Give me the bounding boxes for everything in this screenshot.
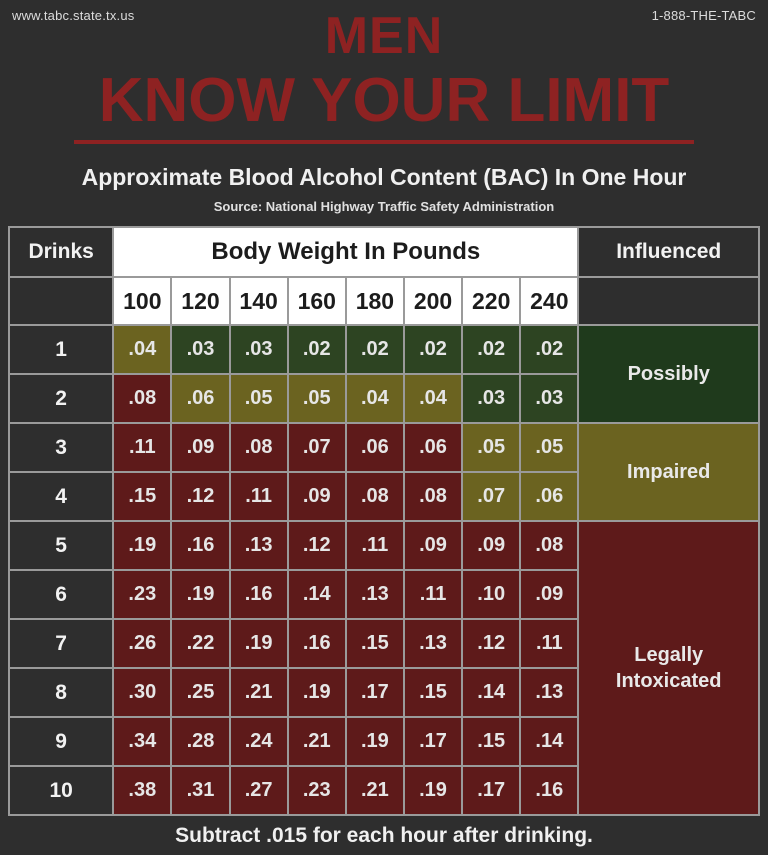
title-know-your-limit: KNOW YOUR LIMIT [98,66,670,135]
bac-cell-6-240: .09 [520,570,578,619]
bac-cell-3-180: .06 [346,423,404,472]
drinks-count-4: 4 [9,472,113,521]
drinks-count-7: 7 [9,619,113,668]
bac-cell-5-100: .19 [113,521,171,570]
bac-cell-5-120: .16 [171,521,229,570]
bac-cell-7-140: .19 [230,619,288,668]
bac-cell-10-240: .16 [520,766,578,815]
drinks-count-3: 3 [9,423,113,472]
bac-cell-6-180: .13 [346,570,404,619]
bac-cell-6-140: .16 [230,570,288,619]
footer-note: Subtract .015 for each hour after drinking. [175,824,593,847]
header-drinks: Drinks [9,227,113,277]
bac-cell-6-220: .10 [462,570,520,619]
bac-cell-9-180: .19 [346,717,404,766]
header-influenced: Influenced [578,227,759,277]
bac-cell-6-200: .11 [404,570,462,619]
bac-cell-1-220: .02 [462,325,520,374]
table-header-row [9,227,759,277]
status-band-legally-intoxicated: Legally Intoxicated [578,521,759,815]
bac-cell-2-120: .06 [171,374,229,423]
weight-140: 140 [230,277,288,325]
bac-cell-4-100: .15 [113,472,171,521]
bac-cell-4-220: .07 [462,472,520,521]
bac-cell-9-160: .21 [288,717,346,766]
bac-cell-8-120: .25 [171,668,229,717]
bac-cell-3-140: .08 [230,423,288,472]
bac-cell-10-120: .31 [171,766,229,815]
weights-row-spacer-right [578,277,759,325]
bac-cell-2-200: .04 [404,374,462,423]
bac-cell-2-140: .05 [230,374,288,423]
bac-cell-7-100: .26 [113,619,171,668]
bac-cell-8-100: .30 [113,668,171,717]
weight-240: 240 [520,277,578,325]
headline-divider [74,140,694,144]
table-weights-row [9,277,759,325]
bac-cell-3-200: .06 [404,423,462,472]
weights-row-spacer-left [9,277,113,325]
drinks-count-1: 1 [9,325,113,374]
bac-cell-10-100: .38 [113,766,171,815]
bac-cell-10-220: .17 [462,766,520,815]
bac-cell-4-120: .12 [171,472,229,521]
bac-cell-3-240: .05 [520,423,578,472]
bac-cell-8-200: .15 [404,668,462,717]
header-body-weight: Body Weight In Pounds [113,227,578,277]
bac-cell-3-220: .05 [462,423,520,472]
bac-cell-1-120: .03 [171,325,229,374]
drinks-count-2: 2 [9,374,113,423]
weight-160: 160 [288,277,346,325]
bac-cell-3-100: .11 [113,423,171,472]
bac-cell-4-200: .08 [404,472,462,521]
bac-cell-9-240: .14 [520,717,578,766]
subtitle: Approximate Blood Alcohol Content (BAC) In One Hour [81,164,687,190]
bac-cell-5-180: .11 [346,521,404,570]
weight-200: 200 [404,277,462,325]
bac-cell-5-220: .09 [462,521,520,570]
weight-120: 120 [171,277,229,325]
bac-cell-1-240: .02 [520,325,578,374]
bac-cell-7-240: .11 [520,619,578,668]
drinks-count-8: 8 [9,668,113,717]
bac-cell-3-160: .07 [288,423,346,472]
bac-cell-5-160: .12 [288,521,346,570]
table-row [9,423,759,472]
bac-cell-8-220: .14 [462,668,520,717]
bac-cell-3-120: .09 [171,423,229,472]
bac-cell-7-200: .13 [404,619,462,668]
bac-cell-2-100: .08 [113,374,171,423]
bac-cell-9-220: .15 [462,717,520,766]
source-credit: Source: National Highway Traffic Safety Administration [213,199,555,214]
bac-cell-1-180: .02 [346,325,404,374]
bac-cell-2-160: .05 [288,374,346,423]
bac-cell-9-120: .28 [171,717,229,766]
drinks-count-6: 6 [9,570,113,619]
bac-cell-9-100: .34 [113,717,171,766]
headline-block [8,8,760,144]
phone-number: 1-888-THE-TABC [651,8,756,23]
status-band-possibly: Possibly [578,325,759,423]
table-row [9,325,759,374]
bac-cell-7-220: .12 [462,619,520,668]
table-row [9,521,759,570]
drinks-count-5: 5 [9,521,113,570]
bac-cell-9-200: .17 [404,717,462,766]
bac-cell-8-140: .21 [230,668,288,717]
status-band-impaired: Impaired [578,423,759,521]
bac-cell-2-180: .04 [346,374,404,423]
bac-cell-10-200: .19 [404,766,462,815]
bac-cell-4-140: .11 [230,472,288,521]
weight-100: 100 [113,277,171,325]
bac-cell-6-100: .23 [113,570,171,619]
title-men: MEN [324,7,444,65]
bac-table-body [9,227,759,815]
bac-cell-10-160: .23 [288,766,346,815]
bac-cell-6-160: .14 [288,570,346,619]
bac-cell-2-240: .03 [520,374,578,423]
bac-cell-9-140: .24 [230,717,288,766]
website-url: www.tabc.state.tx.us [12,8,135,23]
bac-cell-10-180: .21 [346,766,404,815]
bac-cell-4-180: .08 [346,472,404,521]
bac-cell-4-240: .06 [520,472,578,521]
bac-cell-8-180: .17 [346,668,404,717]
bac-cell-10-140: .27 [230,766,288,815]
bac-cell-5-240: .08 [520,521,578,570]
drinks-count-9: 9 [9,717,113,766]
drinks-count-10: 10 [9,766,113,815]
bac-cell-5-200: .09 [404,521,462,570]
weight-180: 180 [346,277,404,325]
bac-cell-7-120: .22 [171,619,229,668]
bac-cell-1-100: .04 [113,325,171,374]
bac-table [8,226,760,816]
bac-cell-7-160: .16 [288,619,346,668]
bac-cell-2-220: .03 [462,374,520,423]
weight-220: 220 [462,277,520,325]
bac-cell-7-180: .15 [346,619,404,668]
bac-cell-6-120: .19 [171,570,229,619]
bac-cell-5-140: .13 [230,521,288,570]
bac-cell-1-160: .02 [288,325,346,374]
bac-cell-4-160: .09 [288,472,346,521]
bac-cell-1-140: .03 [230,325,288,374]
bac-cell-8-240: .13 [520,668,578,717]
bac-cell-1-200: .02 [404,325,462,374]
bac-cell-8-160: .19 [288,668,346,717]
